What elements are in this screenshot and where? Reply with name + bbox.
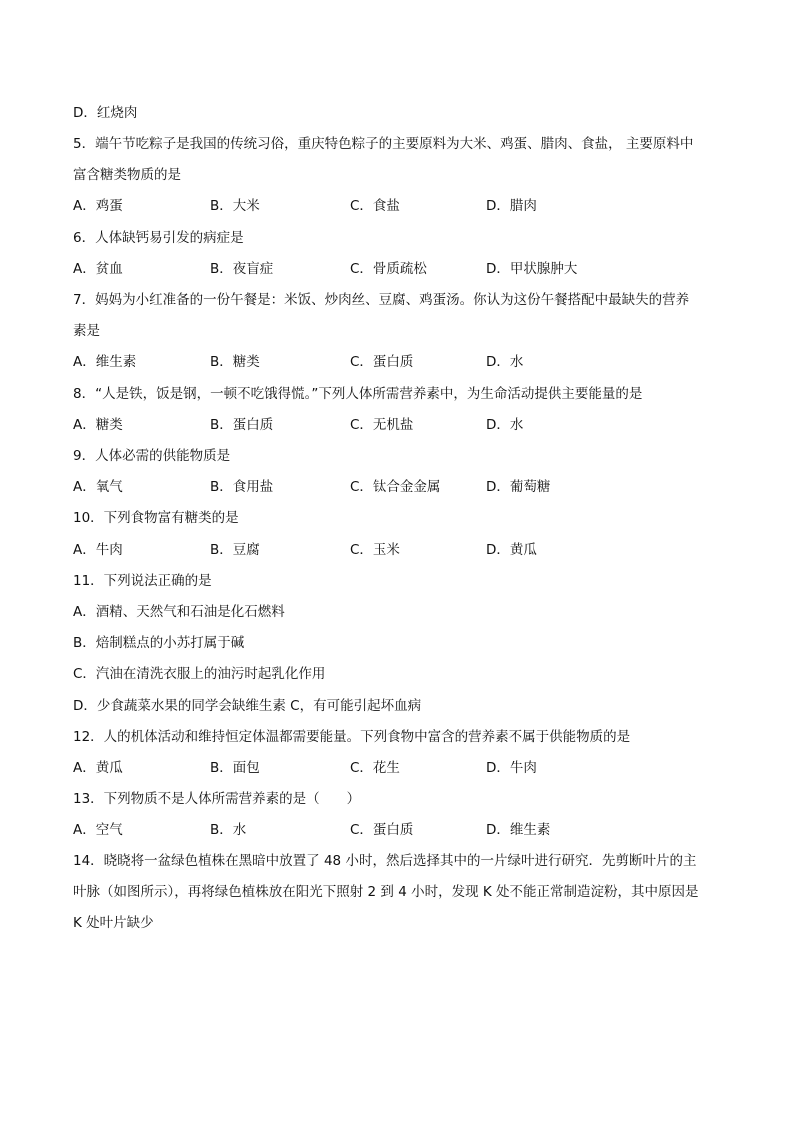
answer-option: A．牛肉 xyxy=(73,542,123,558)
answer-option: B．大米 xyxy=(210,198,260,214)
answer-option: A．维生素 xyxy=(73,354,137,370)
text-line: 素是 xyxy=(73,323,100,339)
answer-option: D．腊肉 xyxy=(486,198,537,214)
text-line: 叶脉（如图所示），再将绿色植株放在阳光下照射 2 到 4 小时，发现 K 处不能正常制造淀粉，其中原因是 xyxy=(73,884,699,900)
answer-option: D．葡萄糖 xyxy=(486,479,551,495)
answer-option: C．无机盐 xyxy=(350,417,414,433)
text-line: 5．端午节吃粽子是我国的传统习俗，重庆特色粽子的主要原料为大米、鸡蛋、腊肉、食盐， 主要原料中 xyxy=(73,136,694,152)
text-line: 9．人体必需的供能物质是 xyxy=(73,448,231,464)
answer-option: B．蛋白质 xyxy=(210,417,274,433)
answer-option: A．贫血 xyxy=(73,261,123,277)
answer-option: B．面包 xyxy=(210,760,260,776)
answer-option: C．玉米 xyxy=(350,542,400,558)
text-line: B．焙制糕点的小苏打属于碱 xyxy=(73,635,245,651)
text-line: D．少食蔬菜水果的同学会缺维生素 C，有可能引起坏血病 xyxy=(73,698,422,714)
text-line: 11．下列说法正确的是 xyxy=(73,573,212,589)
text-line: 10．下列食物富有糖类的是 xyxy=(73,510,239,526)
answer-option: D．水 xyxy=(486,417,524,433)
answer-option: C．骨质疏松 xyxy=(350,261,427,277)
answer-option: A．鸡蛋 xyxy=(73,198,123,214)
text-line: D．红烧肉 xyxy=(73,105,138,121)
text-line: 富含糖类物质的是 xyxy=(73,167,181,183)
answer-option: B．水 xyxy=(210,822,247,838)
answer-option: B．糖类 xyxy=(210,354,260,370)
text-line: 12．人的机体活动和维持恒定体温都需要能量。下列食物中富含的营养素不属于供能物质的是 xyxy=(73,729,631,745)
text-line: C．汽油在清洗衣服上的油污时起乳化作用 xyxy=(73,666,326,682)
answer-option: B．食用盐 xyxy=(210,479,274,495)
answer-option: D．黄瓜 xyxy=(486,542,537,558)
text-line: K 处叶片缺少 xyxy=(73,915,154,931)
answer-option: A．空气 xyxy=(73,822,123,838)
answer-option: D．维生素 xyxy=(486,822,551,838)
text-line: 6．人体缺钙易引发的病症是 xyxy=(73,230,244,246)
answer-option: D．牛肉 xyxy=(486,760,537,776)
answer-option: B．豆腐 xyxy=(210,542,260,558)
answer-option: A．黄瓜 xyxy=(73,760,123,776)
answer-option: C．蛋白质 xyxy=(350,822,414,838)
text-line: 8．“人是铁，饭是钢，一顿不吃饿得慌。”下列人体所需营养素中，为生命活动提供主要能量的是 xyxy=(73,386,643,402)
answer-option: D．水 xyxy=(486,354,524,370)
text-line: A．酒精、天然气和石油是化石燃料 xyxy=(73,604,285,620)
answer-option: D．甲状腺肿大 xyxy=(486,261,578,277)
answer-option: C．食盐 xyxy=(350,198,400,214)
text-line: 7．妈妈为小红准备的一份午餐是：米饭、炒肉丝、豆腐、鸡蛋汤。你认为这份午餐搭配中最缺失的营养 xyxy=(73,292,690,308)
answer-option: A．糖类 xyxy=(73,417,123,433)
answer-option: C．花生 xyxy=(350,760,400,776)
answer-option: B．夜盲症 xyxy=(210,261,274,277)
text-line: 14．晓晓将一盆绿色植株在黑暗中放置了 48 小时，然后选择其中的一片绿叶进行研究．先剪断叶片的主 xyxy=(73,853,697,869)
answer-option: C．钛合金金属 xyxy=(350,479,441,495)
answer-option: A．氧气 xyxy=(73,479,123,495)
answer-option: C．蛋白质 xyxy=(350,354,414,370)
text-line: 13．下列物质不是人体所需营养素的是（ ） xyxy=(73,791,361,807)
